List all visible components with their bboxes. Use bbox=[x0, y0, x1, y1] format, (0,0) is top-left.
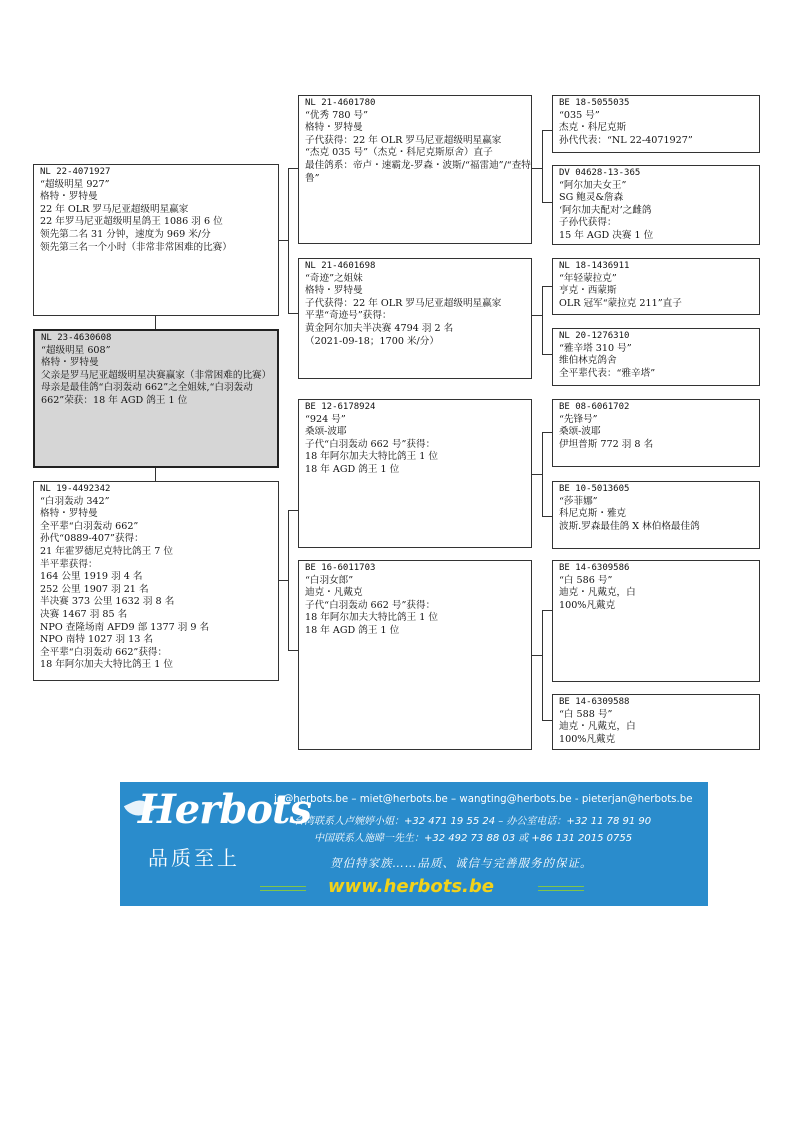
bird-info-line: 黄金阿尔加夫半决赛 4794 羽 2 名 bbox=[305, 322, 454, 334]
ring-number: NL 21-4601780 bbox=[305, 98, 376, 108]
bird-info-line: 18 年 AGD 鸽王 1 位 bbox=[305, 463, 400, 475]
grandparent-card bbox=[298, 258, 532, 379]
grandparent-card bbox=[298, 399, 532, 548]
tagline: 贺伯特家族……品质、诚信与完善服务的保证。 bbox=[330, 856, 593, 870]
ring-number: NL 23-4630608 bbox=[41, 333, 112, 343]
bird-info-line: 18 年阿尔加夫大特比鸽王 1 位 bbox=[305, 451, 438, 463]
bird-info-line: 迪克・凡戴克，白 bbox=[559, 721, 636, 733]
bird-info-line: “超级明星 927” bbox=[40, 178, 110, 190]
bird-info-line: （2021-09-18；1700 米/分） bbox=[305, 335, 439, 347]
bird-info-line: 领先第二名 31 分钟，速度为 969 米/分 bbox=[40, 228, 211, 240]
bird-info-line: 孙代“0889-407”获得： bbox=[40, 533, 144, 545]
bird-info-line: “超级明星 608” bbox=[41, 344, 111, 356]
bird-info-line: SG 鲍灵&詹森 bbox=[559, 192, 624, 204]
bird-info-line: 全平辈“白羽轰动 662” bbox=[40, 520, 139, 532]
connector-line bbox=[542, 610, 543, 720]
bird-info-line: “白 586 号” bbox=[559, 574, 613, 586]
great-grandparent-card bbox=[552, 258, 760, 315]
ring-number: BE 14-6309588 bbox=[559, 697, 630, 707]
bird-info-line: “莎菲娜” bbox=[559, 495, 598, 507]
connector-line bbox=[288, 510, 298, 511]
bird-info-line: 格特・罗特曼 bbox=[41, 357, 99, 369]
bird-info-line: ‘阿尔加夫配对’之雌鸽 bbox=[559, 204, 652, 216]
grandparent-card bbox=[298, 560, 532, 750]
ring-number: NL 20-1276310 bbox=[559, 331, 630, 341]
ring-number: BE 14-6309586 bbox=[559, 563, 630, 573]
bird-info-line: 迪克・凡戴克，白 bbox=[559, 587, 636, 599]
bird-info-line: “先锋号” bbox=[559, 413, 598, 425]
bird-info-line: 格特・罗特曼 bbox=[305, 122, 363, 134]
bird-info-line: 亨克・西蒙斯 bbox=[559, 285, 617, 297]
ring-number: NL 19-4492342 bbox=[40, 484, 111, 494]
bird-info-line: “年轻蒙拉克” bbox=[559, 272, 617, 284]
bird-info-line: 半平辈获得： bbox=[40, 558, 98, 570]
bird-info-line: “奇迹”之姐妹 bbox=[305, 272, 363, 284]
taiwan-contact: 台湾联系人卢婉婷小姐：+32 471 19 55 24 – 办公室电话：+32 11 78 91 90 bbox=[294, 816, 652, 827]
great-grandparent-card bbox=[552, 165, 760, 245]
bird-info-line: 桑颂-波耶 bbox=[559, 426, 601, 438]
connector-line bbox=[542, 286, 552, 287]
bird-info-line: 子代获得：22 年 OLR 罗马尼亚超级明星赢家 bbox=[305, 134, 502, 146]
connector-line bbox=[542, 130, 552, 131]
bird-info-line: 格特・罗特曼 bbox=[305, 285, 363, 297]
bird-info-line: 252 公里 1907 羽 21 名 bbox=[40, 583, 149, 595]
connector-line bbox=[542, 610, 552, 611]
bird-info-line: “雅辛塔 310 号” bbox=[559, 342, 632, 354]
bird-info-line: 子代获得：22 年 OLR 罗马尼亚超级明星赢家 bbox=[305, 297, 502, 309]
connector-line bbox=[532, 168, 542, 169]
website-link[interactable]: www.herbots.be bbox=[328, 876, 494, 897]
bird-info-line: 父亲是罗马尼亚超级明星决赛赢家（非常困难的比赛） bbox=[41, 369, 272, 381]
ring-number: NL 18-1436911 bbox=[559, 261, 630, 271]
connector-line bbox=[155, 467, 156, 481]
bird-info-line: 波斯.罗森最佳鸽 X 林伯格最佳鸽 bbox=[559, 520, 700, 532]
connector-line bbox=[532, 655, 542, 656]
connector-line bbox=[288, 313, 298, 314]
great-grandparent-card bbox=[552, 481, 760, 549]
ring-number: DV 04628-13-365 bbox=[559, 168, 641, 178]
bird-info-line: 领先第三名一个小时（非常非常困难的比赛） bbox=[40, 241, 232, 253]
bird-info-line: “优秀 780 号” bbox=[305, 109, 369, 121]
bird-info-line: 伊坦普斯 772 羽 8 名 bbox=[559, 438, 654, 450]
dam-card bbox=[33, 481, 279, 681]
bird-info-line: NPO 南特 1027 羽 13 名 bbox=[40, 634, 153, 646]
connector-line bbox=[542, 720, 552, 721]
connector-line bbox=[532, 315, 542, 316]
connector-line bbox=[288, 510, 289, 650]
bird-info-line: 科尼克斯・雅克 bbox=[559, 508, 627, 520]
great-grandparent-card bbox=[552, 694, 760, 750]
sire-card bbox=[33, 164, 279, 316]
bird-info-line: 全平辈代表：“雅辛塔” bbox=[559, 367, 656, 379]
bird-info-line: “白 588 号” bbox=[559, 708, 613, 720]
grandparent-card bbox=[298, 95, 532, 244]
bird-info-line: NPO 查隆场南 AFD9 部 1377 羽 9 名 bbox=[40, 621, 210, 633]
bird-info-line: 21 年霍罗德尼克特比鸽王 7 位 bbox=[40, 545, 173, 557]
bird-info-line: “阿尔加夫女王” bbox=[559, 179, 627, 191]
ring-number: NL 22-4071927 bbox=[40, 167, 111, 177]
connector-line bbox=[542, 354, 552, 355]
bird-info-line: 164 公里 1919 羽 4 名 bbox=[40, 571, 143, 583]
connector-line bbox=[542, 432, 543, 516]
bird-info-line: “白羽女郎” bbox=[305, 574, 354, 586]
great-grandparent-card bbox=[552, 328, 760, 386]
connector-line bbox=[278, 580, 288, 581]
ring-number: BE 16-6011703 bbox=[305, 563, 376, 573]
contact-emails[interactable]: jo@herbots.be – miet@herbots.be – wangting@herbots.be - pieterjan@herbots.be bbox=[274, 794, 693, 805]
bird-info-line: 22 年罗马尼亚超级明星鸽王 1086 羽 6 位 bbox=[40, 216, 223, 228]
bird-info-line: 杰克・科尼克斯 bbox=[559, 122, 627, 134]
bird-info-line: 全平辈“白羽轰动 662”获得： bbox=[40, 646, 168, 658]
bird-info-line: 最佳鸽系：帝卢・速霸龙-罗森・波斯/“福雷迪”/“查特鲁” bbox=[305, 159, 531, 184]
connector-line bbox=[288, 650, 298, 651]
bird-info-line: 平辈“奇迹号”获得： bbox=[305, 310, 392, 322]
ring-number: NL 21-4601698 bbox=[305, 261, 376, 271]
bird-info-line: 22 年 OLR 罗马尼亚超级明星赢家 bbox=[40, 203, 189, 215]
herbots-logo: Herbots bbox=[138, 786, 311, 833]
bird-info-line: 格特・罗特曼 bbox=[40, 191, 98, 203]
ring-number: BE 08-6061702 bbox=[559, 402, 630, 412]
bird-info-line: “035 号” bbox=[559, 109, 600, 121]
bird-info-line: 迪克・凡戴克 bbox=[305, 587, 363, 599]
connector-line bbox=[288, 168, 298, 169]
connector-line bbox=[542, 130, 543, 202]
connector-line bbox=[532, 474, 542, 475]
ring-number: BE 12-6178924 bbox=[305, 402, 376, 412]
bird-info-line: 18 年阿尔加夫大特比鸽王 1 位 bbox=[305, 612, 438, 624]
bird-info-line: 格特・罗特曼 bbox=[40, 508, 98, 520]
great-grandparent-card bbox=[552, 399, 760, 467]
bird-info-line: 15 年 AGD 决赛 1 位 bbox=[559, 229, 654, 241]
bird-info-line: OLR 冠军“蒙拉克 211”直子 bbox=[559, 297, 682, 309]
bird-info-line: “924 号” bbox=[305, 413, 346, 425]
bird-info-line: 子代“白羽轰动 662 号”获得： bbox=[305, 599, 436, 611]
herbots-banner bbox=[120, 782, 708, 906]
connector-line bbox=[542, 286, 543, 354]
bird-info-line: 维伯林克鸽舍 bbox=[559, 355, 617, 367]
china-contact: 中国联系人施暐一先生：+32 492 73 88 03 或 +86 131 2015 0755 bbox=[314, 833, 633, 844]
bird-info-line: 18 年阿尔加夫大特比鸽王 1 位 bbox=[40, 659, 173, 671]
bird-info-line: 桑颂-波耶 bbox=[305, 426, 347, 438]
connector-line bbox=[155, 315, 156, 329]
great-grandparent-card bbox=[552, 560, 760, 682]
bird-info-line: 18 年 AGD 鸽王 1 位 bbox=[305, 624, 400, 636]
bird-info-line: “杰克 035 号”（杰克・科尼克斯原舍）直子 bbox=[305, 147, 493, 159]
connector-line bbox=[542, 202, 552, 203]
bird-info-line: 子代“白羽轰动 662 号”获得： bbox=[305, 438, 436, 450]
connector-line bbox=[278, 240, 288, 241]
bird-info-line: 子孙代获得： bbox=[559, 217, 617, 229]
connector-line bbox=[288, 168, 289, 313]
ring-number: BE 18-5055035 bbox=[559, 98, 630, 108]
bird-info-line: 100%凡戴克 bbox=[559, 733, 616, 745]
bird-info-line: “白羽轰动 342” bbox=[40, 495, 110, 507]
bird-info-line: 决赛 1467 羽 85 名 bbox=[40, 608, 128, 620]
slogan: 品质至上 bbox=[148, 846, 240, 870]
bird-info-line: 母亲是最佳鸽“白羽轰动 662”之全姐妹,“白羽轰动 662”荣获：18 年 AGD 鸽王 1 位 bbox=[41, 382, 256, 406]
subject-card bbox=[33, 329, 279, 468]
connector-line bbox=[542, 432, 552, 433]
decorative-line bbox=[260, 886, 306, 891]
bird-info-line: 孙代代表：“NL 22-4071927” bbox=[559, 134, 693, 146]
bird-info-line: 半决赛 373 公里 1632 羽 8 名 bbox=[40, 596, 175, 608]
bird-info-line: 100%凡戴克 bbox=[559, 599, 616, 611]
great-grandparent-card bbox=[552, 95, 760, 153]
ring-number: BE 10-5013605 bbox=[559, 484, 630, 494]
connector-line bbox=[542, 516, 552, 517]
decorative-line bbox=[538, 886, 584, 891]
